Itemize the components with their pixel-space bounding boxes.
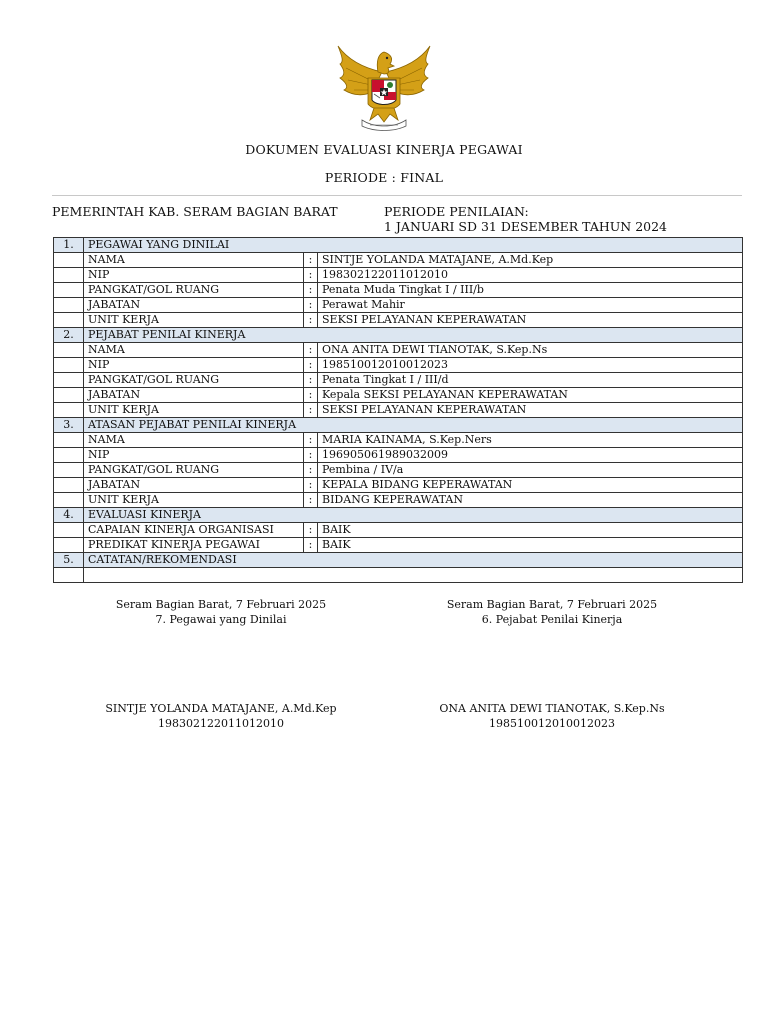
- field-value: 198302122011012010: [318, 268, 743, 283]
- row-spacer: [54, 373, 84, 388]
- field-label: JABATAN: [84, 298, 304, 313]
- section-number: 3.: [54, 418, 84, 433]
- field-label: NIP: [84, 448, 304, 463]
- section-number: 5.: [54, 553, 84, 568]
- field-label: NAMA: [84, 253, 304, 268]
- field-label: PREDIKAT KINERJA PEGAWAI: [84, 538, 304, 553]
- table-row: [54, 403, 743, 418]
- table-row: [54, 463, 743, 478]
- section-number: 1.: [54, 238, 84, 253]
- field-label: JABATAN: [84, 388, 304, 403]
- row-spacer: [54, 388, 84, 403]
- table-row: [54, 433, 743, 448]
- field-colon: :: [304, 493, 318, 508]
- row-spacer: [54, 463, 84, 478]
- signature-left-place-date: Seram Bagian Barat, 7 Februari 2025: [115, 598, 327, 611]
- field-label: PANGKAT/GOL RUANG: [84, 283, 304, 298]
- field-value: SEKSI PELAYANAN KEPERAWATAN: [318, 313, 743, 328]
- table-row: [54, 343, 743, 358]
- periode-penilaian-label: PERIODE PENILAIAN:: [384, 204, 529, 219]
- field-label: JABATAN: [84, 478, 304, 493]
- table-row: [54, 478, 743, 493]
- field-value: BAIK: [318, 538, 743, 553]
- garuda-emblem-icon: [334, 42, 434, 132]
- section-number: 4.: [54, 508, 84, 523]
- section-header-row: [54, 508, 743, 523]
- signature-left-footer: [91, 701, 351, 731]
- signature-left-name: SINTJE YOLANDA MATAJANE, A.Md.Kep: [105, 702, 337, 715]
- field-colon: :: [304, 403, 318, 418]
- document-title: DOKUMEN EVALUASI KINERJA PEGAWAI: [245, 142, 523, 157]
- field-value: BIDANG KEPERAWATAN: [318, 493, 743, 508]
- field-value: KEPALA BIDANG KEPERAWATAN: [318, 478, 743, 493]
- table-row: [54, 388, 743, 403]
- table-row: [54, 283, 743, 298]
- table-row: [54, 448, 743, 463]
- field-value: Pembina / IV/a: [318, 463, 743, 478]
- section-title: EVALUASI KINERJA: [84, 508, 743, 523]
- signature-left-header: [91, 597, 351, 627]
- field-label: PANGKAT/GOL RUANG: [84, 373, 304, 388]
- periode-label: PERIODE : FINAL: [324, 170, 444, 185]
- section-header-row: [54, 418, 743, 433]
- table-row: [54, 268, 743, 283]
- field-colon: :: [304, 373, 318, 388]
- table-row: [54, 373, 743, 388]
- field-value: SINTJE YOLANDA MATAJANE, A.Md.Kep: [318, 253, 743, 268]
- field-colon: :: [304, 538, 318, 553]
- field-colon: :: [304, 253, 318, 268]
- field-value: 198510012010012023: [318, 358, 743, 373]
- row-spacer: [54, 343, 84, 358]
- notes-content: [84, 568, 743, 583]
- row-spacer: [54, 448, 84, 463]
- table-row: [54, 298, 743, 313]
- table-row: [54, 493, 743, 508]
- signature-right-nip: 198510012010012023: [489, 717, 615, 730]
- row-spacer: [54, 478, 84, 493]
- signature-right-role: 6. Pejabat Penilai Kinerja: [481, 613, 623, 626]
- field-label: PANGKAT/GOL RUANG: [84, 463, 304, 478]
- table-row: [54, 313, 743, 328]
- field-label: NAMA: [84, 343, 304, 358]
- signature-right-name: ONA ANITA DEWI TIANOTAK, S.Kep.Ns: [439, 702, 665, 715]
- row-spacer: [54, 403, 84, 418]
- periode-penilaian-value: 1 JANUARI SD 31 DESEMBER TAHUN 2024: [384, 219, 668, 234]
- field-label: UNIT KERJA: [84, 313, 304, 328]
- row-spacer: [54, 523, 84, 538]
- field-colon: :: [304, 313, 318, 328]
- evaluation-table: [53, 237, 743, 583]
- field-value: ONA ANITA DEWI TIANOTAK, S.Kep.Ns: [318, 343, 743, 358]
- field-colon: :: [304, 298, 318, 313]
- table-row: [54, 253, 743, 268]
- field-colon: :: [304, 283, 318, 298]
- field-value: Penata Tingkat I / III/d: [318, 373, 743, 388]
- row-spacer: [54, 283, 84, 298]
- section-number: 2.: [54, 328, 84, 343]
- table-row: [54, 523, 743, 538]
- field-colon: :: [304, 388, 318, 403]
- field-label: UNIT KERJA: [84, 493, 304, 508]
- field-colon: :: [304, 268, 318, 283]
- field-colon: :: [304, 343, 318, 358]
- table-row: [54, 358, 743, 373]
- field-value: SEKSI PELAYANAN KEPERAWATAN: [318, 403, 743, 418]
- field-label: NAMA: [84, 433, 304, 448]
- section-title: PEJABAT PENILAI KINERJA: [84, 328, 743, 343]
- signature-right-footer: [422, 701, 682, 731]
- field-value: Kepala SEKSI PELAYANAN KEPERAWATAN: [318, 388, 743, 403]
- field-value: MARIA KAINAMA, S.Kep.Ners: [318, 433, 743, 448]
- field-value: Penata Muda Tingkat I / III/b: [318, 283, 743, 298]
- signature-right-place-date: Seram Bagian Barat, 7 Februari 2025: [446, 598, 658, 611]
- notes-spacer: [54, 568, 84, 583]
- periode-penilaian: [384, 204, 667, 234]
- field-label: UNIT KERJA: [84, 403, 304, 418]
- section-title: CATATAN/REKOMENDASI: [84, 553, 743, 568]
- field-label: CAPAIAN KINERJA ORGANISASI: [84, 523, 304, 538]
- field-colon: :: [304, 478, 318, 493]
- section-title: ATASAN PEJABAT PENILAI KINERJA: [84, 418, 743, 433]
- divider: [52, 195, 742, 196]
- signature-right-header: [422, 597, 682, 627]
- field-value: 196905061989032009: [318, 448, 743, 463]
- notes-row: [54, 568, 743, 583]
- signature-left-role: 7. Pegawai yang Dinilai: [155, 613, 287, 626]
- instansi-label: PEMERINTAH KAB. SERAM BAGIAN BARAT: [52, 204, 338, 219]
- field-colon: :: [304, 463, 318, 478]
- row-spacer: [54, 268, 84, 283]
- field-value: BAIK: [318, 523, 743, 538]
- row-spacer: [54, 433, 84, 448]
- section-header-row: [54, 553, 743, 568]
- section-header-row: [54, 238, 743, 253]
- field-colon: :: [304, 358, 318, 373]
- row-spacer: [54, 358, 84, 373]
- field-label: NIP: [84, 358, 304, 373]
- section-title: PEGAWAI YANG DINILAI: [84, 238, 743, 253]
- table-row: [54, 538, 743, 553]
- signature-left-nip: 198302122011012010: [158, 717, 284, 730]
- field-colon: :: [304, 448, 318, 463]
- field-colon: :: [304, 523, 318, 538]
- field-label: NIP: [84, 268, 304, 283]
- row-spacer: [54, 538, 84, 553]
- section-header-row: [54, 328, 743, 343]
- row-spacer: [54, 313, 84, 328]
- field-value: Perawat Mahir: [318, 298, 743, 313]
- row-spacer: [54, 493, 84, 508]
- field-colon: :: [304, 433, 318, 448]
- row-spacer: [54, 298, 84, 313]
- row-spacer: [54, 253, 84, 268]
